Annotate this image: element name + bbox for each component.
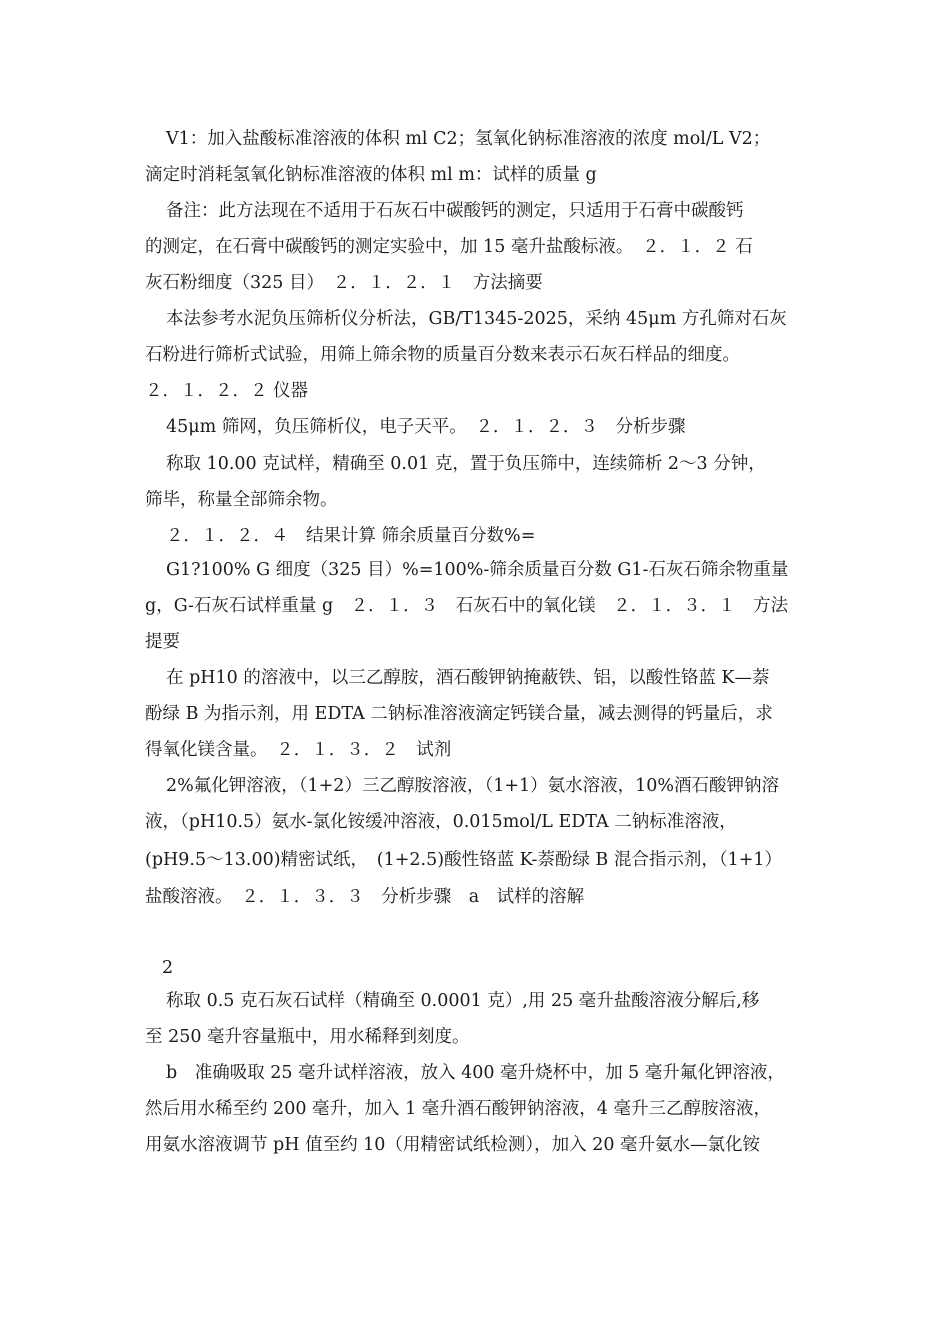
text-line: 备注：此方法现在不适用于石灰石中碳酸钙的测定，只适用于石膏中碳酸钙	[166, 201, 744, 221]
text-line: 盐酸溶液。 ２．１．３．３ 分析步骤 a 试样的溶解	[145, 887, 585, 907]
text-line: 灰石粉细度（325 目） ２．１．２．１ 方法摘要	[145, 273, 543, 293]
text-line: 滴定时消耗氢氧化钠标准溶液的体积 ml m：试样的质量 g	[145, 165, 597, 185]
text-line: G1?100% G 细度（325 目）%=100%-筛余质量百分数 G1-石灰石筛余物重量	[166, 560, 789, 580]
section-heading: ２．１．２．４ 结果计算 筛余质量百分数%=	[166, 526, 536, 546]
text-line: 在 pH10 的溶液中，以三乙醇胺，酒石酸钾钠掩蔽铁、铝，以酸性铬蓝 K—萘	[166, 668, 770, 688]
text-line: 用氨水溶液调节 pH 值至约 10（用精密试纸检测），加入 20 毫升氨水—氯化铵	[145, 1135, 761, 1155]
text-line: 的测定，在石膏中碳酸钙的测定实验中，加 15 毫升盐酸标液。 ２．１．２ 石	[145, 237, 753, 257]
text-line: 筛毕，称量全部筛余物。	[145, 490, 338, 510]
text-line: b 准确吸取 25 毫升试样溶液，放入 400 毫升烧杯中，加 5 毫升氟化钾溶液，	[166, 1063, 785, 1083]
text-line: 然后用水稀至约 200 毫升，加入 1 毫升酒石酸钾钠溶液，4 毫升三乙醇胺溶液，	[145, 1099, 771, 1119]
text-line: 酚绿 B 为指示剂，用 EDTA 二钠标准溶液滴定钙镁合量，减去测得的钙量后，求	[145, 704, 773, 724]
page-number: 2	[162, 958, 174, 978]
text-line: 至 250 毫升容量瓶中，用水稀释到刻度。	[145, 1027, 470, 1047]
text-line: 液，（pH10.5）氨水-氯化铵缓冲溶液，0.015mol/L EDTA 二钠标准溶液，	[145, 812, 737, 832]
text-line: 称取 10.00 克试样，精确至 0.01 克，置于负压筛中，连续筛析 2～3 分钟，	[166, 454, 766, 474]
text-line: V1：加入盐酸标准溶液的体积 ml C2；氢氧化钠标准溶液的浓度 mol/L V2；	[166, 129, 771, 149]
text-line: 45μm 筛网，负压筛析仪，电子天平。 ２．１．２．３ 分析步骤	[166, 417, 686, 437]
text-line: 提要	[145, 632, 180, 652]
text-line: 2%氟化钾溶液，（1+2）三乙醇胺溶液，（1+1）氨水溶液，10%酒石酸钾钠溶	[166, 776, 780, 796]
text-line: (pH9.5～13.00)精密试纸， (1+2.5)酸性铬蓝 K-萘酚绿 B 混合指示剂，（1+1）	[145, 850, 783, 870]
text-line: 得氧化镁含量。 ２．１．３．２ 试剂	[145, 740, 452, 760]
text-line: g，G-石灰石试样重量 g ２．１．３ 石灰石中的氧化镁 ２．１．３．１ 方法	[145, 596, 789, 616]
section-heading: ２．１．２．２ 仪器	[145, 381, 309, 401]
text-line: 称取 0.5 克石灰石试样（精确至 0.0001 克）,用 25 毫升盐酸溶液分解后,移	[166, 991, 760, 1011]
text-line: 本法参考水泥负压筛析仪分析法，GB/T1345-2025，采纳 45μm 方孔筛对石灰	[166, 309, 787, 329]
text-line: 石粉进行筛析式试验，用筛上筛余物的质量百分数来表示石灰石样品的细度。	[145, 345, 740, 365]
